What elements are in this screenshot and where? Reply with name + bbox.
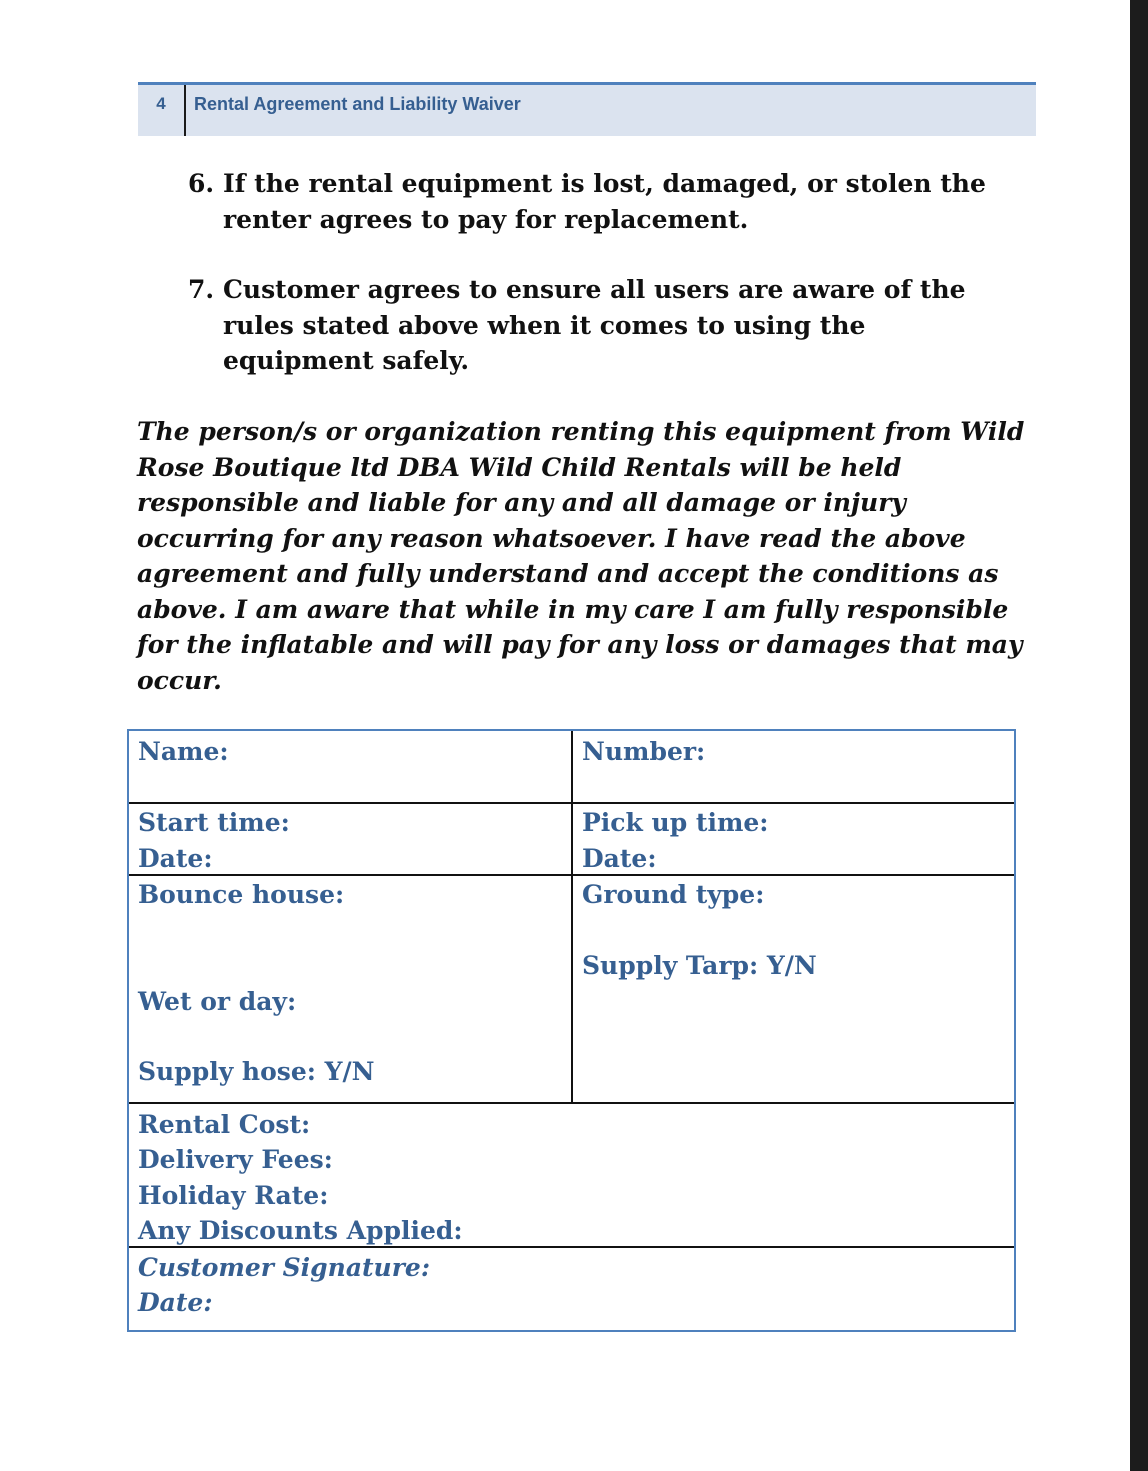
column-divider [571,731,573,1103]
header-divider [184,85,186,136]
number-field[interactable]: Number: [582,737,706,766]
waiver-line: occur. [137,665,222,695]
ground-type-field[interactable]: Ground type: [582,880,765,909]
supply-hose-field[interactable]: Supply hose: Y/N [138,1057,375,1086]
holiday-rate-field[interactable]: Holiday Rate: [138,1181,329,1210]
delivery-fees-field[interactable]: Delivery Fees: [138,1145,333,1174]
waiver-line: Rose Boutique ltd DBA Wild Child Rentals will be held [137,452,902,482]
list-item-6 [188,166,1008,237]
waiver-line: agreement and fully understand and accept the conditions as [137,559,999,588]
waiver-line: responsible and liable for any and all damage or injury [137,488,906,517]
row-divider [129,874,1014,876]
list-item-line: rules stated above when it comes to using the [223,310,866,340]
row-divider [129,1102,1014,1104]
discounts-field[interactable]: Any Discounts Applied: [138,1216,463,1245]
waiver-line: for the inflatable and will pay for any loss or damages that may [137,630,1023,659]
customer-signature-field[interactable]: Customer Signature: [138,1253,431,1282]
start-time-field[interactable]: Start time: [138,808,290,837]
signature-date-field[interactable]: Date: [138,1288,213,1317]
pickup-date-field[interactable]: Date: [582,844,657,873]
row-divider [129,802,1014,804]
rental-form-table [127,729,1016,1332]
waiver-line: above. I am aware that while in my care I am fully responsible [137,594,1009,624]
list-item-line: equipment safely. [223,346,470,375]
document-title: Rental Agreement and Liability Waiver [194,94,521,114]
name-field[interactable]: Name: [138,737,229,766]
pickup-time-field[interactable]: Pick up time: [582,808,769,837]
list-number: 6. [188,169,215,198]
waiver-line: occurring for any reason whatsoever. I have read the above [137,523,966,553]
page-number: 4 [156,94,166,113]
bounce-house-field[interactable]: Bounce house: [138,880,345,909]
supply-tarp-field[interactable]: Supply Tarp: Y/N [582,951,817,980]
window-edge [1130,0,1148,1471]
waiver-line: The person/s or organization renting this equipment from Wild [137,417,1025,446]
list-item-line: Customer agrees to ensure all users are aware of the [223,275,966,304]
rental-cost-field[interactable]: Rental Cost: [138,1110,311,1139]
page-header [138,82,1036,136]
list-number: 7. [188,275,215,304]
list-item-line: renter agrees to pay for replacement. [223,204,749,234]
list-item-7 [188,272,1008,379]
liability-waiver-paragraph [137,414,1037,698]
list-item-line: If the rental equipment is lost, damaged, or stolen the [223,169,986,198]
wet-or-dry-field[interactable]: Wet or day: [138,987,297,1016]
start-date-field[interactable]: Date: [138,844,213,873]
